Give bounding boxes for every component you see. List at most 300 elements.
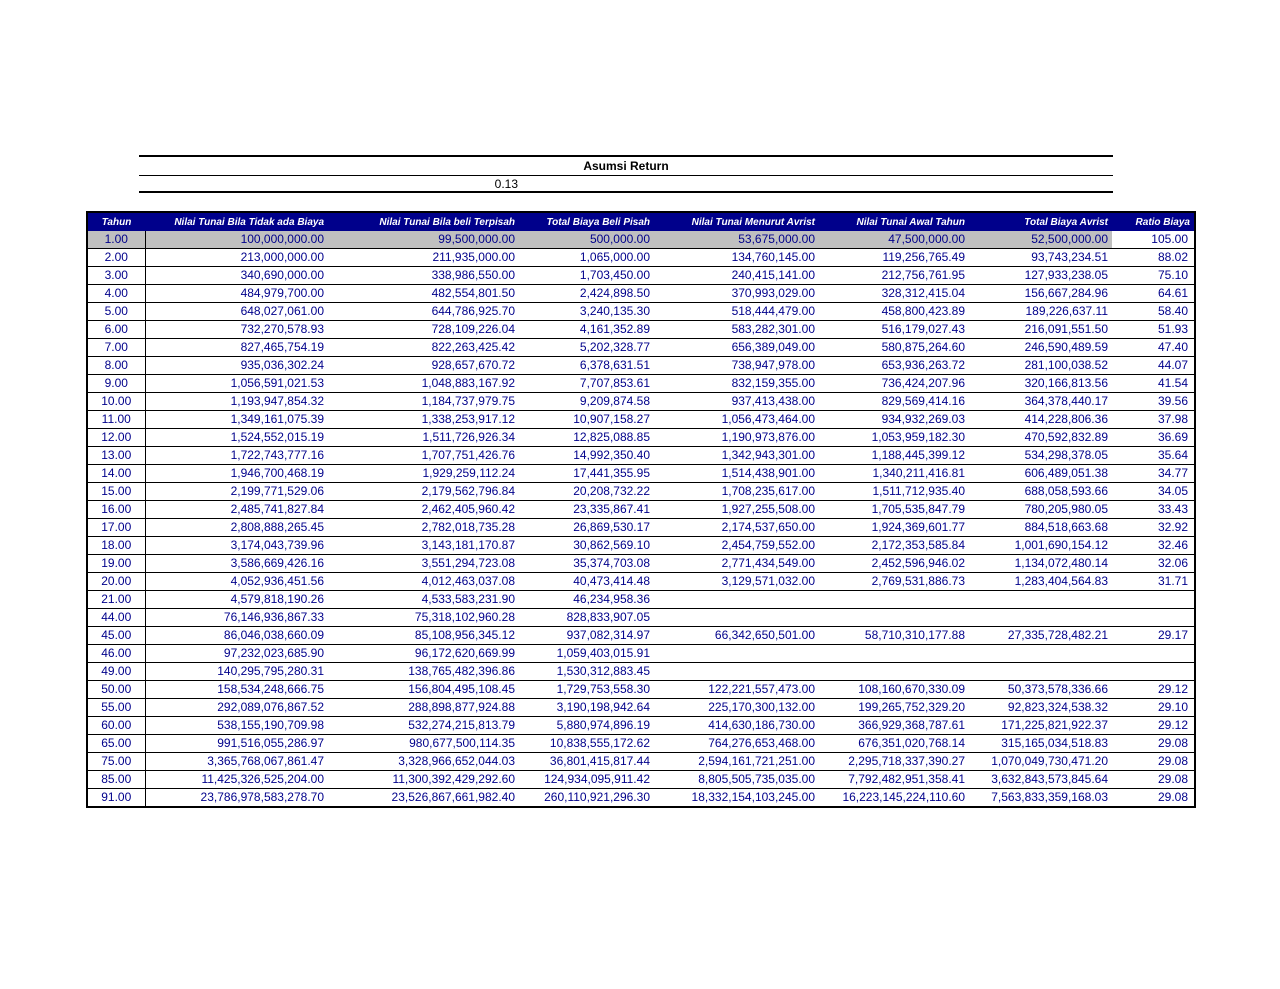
cell-nilai-tunai-tanpa-biaya: 23,786,978,583,278.70 — [145, 789, 328, 808]
cell-ratio-biaya: 34.05 — [1112, 483, 1195, 501]
cell-ratio-biaya: 41.54 — [1112, 375, 1195, 393]
cell-nilai-tunai-tanpa-biaya: 4,579,818,190.26 — [145, 591, 328, 609]
cell-total-biaya-avrist: 364,378,440.17 — [969, 393, 1112, 411]
cell-nilai-tunai-tanpa-biaya: 3,365,768,067,861.47 — [145, 753, 328, 771]
cell-nilai-tunai-tanpa-biaya: 340,690,000.00 — [145, 267, 328, 285]
cell-nilai-tunai-awal-tahun: 1,053,959,182.30 — [819, 429, 969, 447]
cell-nilai-tunai-awal-tahun: 653,936,263.72 — [819, 357, 969, 375]
cell-ratio-biaya — [1112, 591, 1195, 609]
cell-tahun: 9.00 — [87, 375, 145, 393]
cell-total-biaya-beli-pisah: 260,110,921,296.30 — [519, 789, 654, 808]
table-row — [87, 339, 1195, 357]
cell-nilai-tunai-beli-terpisah: 1,511,726,926.34 — [328, 429, 519, 447]
cell-total-biaya-beli-pisah: 35,374,703.08 — [519, 555, 654, 573]
cell-nilai-tunai-tanpa-biaya: 4,052,936,451.56 — [145, 573, 328, 591]
cell-nilai-tunai-tanpa-biaya: 97,232,023,685.90 — [145, 645, 328, 663]
cell-nilai-tunai-beli-terpisah: 338,986,550.00 — [328, 267, 519, 285]
cell-ratio-biaya: 29.17 — [1112, 627, 1195, 645]
cell-nilai-tunai-beli-terpisah: 644,786,925.70 — [328, 303, 519, 321]
cell-nilai-tunai-avrist — [654, 663, 819, 681]
table-row — [87, 681, 1195, 699]
cell-total-biaya-beli-pisah: 26,869,530.17 — [519, 519, 654, 537]
cell-nilai-tunai-tanpa-biaya: 1,349,161,075.39 — [145, 411, 328, 429]
assumption-block — [139, 155, 1113, 193]
cell-tahun: 45.00 — [87, 627, 145, 645]
cell-tahun: 85.00 — [87, 771, 145, 789]
cell-nilai-tunai-avrist: 240,415,141.00 — [654, 267, 819, 285]
assumption-return-value: 0.13 — [494, 177, 518, 191]
cell-nilai-tunai-avrist — [654, 591, 819, 609]
cell-ratio-biaya: 29.12 — [1112, 717, 1195, 735]
cell-total-biaya-beli-pisah: 14,992,350.40 — [519, 447, 654, 465]
cell-tahun: 91.00 — [87, 789, 145, 808]
cell-total-biaya-beli-pisah: 1,530,312,883.45 — [519, 663, 654, 681]
cell-nilai-tunai-awal-tahun: 2,769,531,886.73 — [819, 573, 969, 591]
cell-total-biaya-beli-pisah: 2,424,898.50 — [519, 285, 654, 303]
cell-nilai-tunai-beli-terpisah: 75,318,102,960.28 — [328, 609, 519, 627]
cell-tahun: 75.00 — [87, 753, 145, 771]
cell-nilai-tunai-tanpa-biaya: 484,979,700.00 — [145, 285, 328, 303]
cell-nilai-tunai-beli-terpisah: 1,048,883,167.92 — [328, 375, 519, 393]
cell-total-biaya-avrist: 1,070,049,730,471.20 — [969, 753, 1112, 771]
cell-nilai-tunai-avrist: 1,514,438,901.00 — [654, 465, 819, 483]
cell-nilai-tunai-tanpa-biaya: 1,524,552,015.19 — [145, 429, 328, 447]
cell-nilai-tunai-avrist: 134,760,145.00 — [654, 249, 819, 267]
table-row — [87, 699, 1195, 717]
cell-nilai-tunai-avrist: 66,342,650,501.00 — [654, 627, 819, 645]
cell-total-biaya-avrist — [969, 609, 1112, 627]
cell-nilai-tunai-avrist: 3,129,571,032.00 — [654, 573, 819, 591]
cell-ratio-biaya: 36.69 — [1112, 429, 1195, 447]
cell-tahun: 10.00 — [87, 393, 145, 411]
cell-nilai-tunai-tanpa-biaya: 3,174,043,739.96 — [145, 537, 328, 555]
assumption-title: Asumsi Return — [139, 157, 1113, 176]
cell-tahun: 6.00 — [87, 321, 145, 339]
cell-nilai-tunai-awal-tahun: 736,424,207.96 — [819, 375, 969, 393]
cell-nilai-tunai-avrist: 937,413,438.00 — [654, 393, 819, 411]
cell-nilai-tunai-beli-terpisah: 4,533,583,231.90 — [328, 591, 519, 609]
cell-nilai-tunai-tanpa-biaya: 292,089,076,867.52 — [145, 699, 328, 717]
cell-tahun: 12.00 — [87, 429, 145, 447]
table-row — [87, 231, 1195, 249]
cell-total-biaya-beli-pisah: 40,473,414.48 — [519, 573, 654, 591]
cell-total-biaya-beli-pisah: 5,880,974,896.19 — [519, 717, 654, 735]
cell-total-biaya-beli-pisah: 1,729,753,558.30 — [519, 681, 654, 699]
cell-nilai-tunai-tanpa-biaya: 158,534,248,666.75 — [145, 681, 328, 699]
header-nilai-tunai-beli-terpisah: Nilai Tunai Bila beli Terpisah — [328, 212, 519, 231]
cell-nilai-tunai-awal-tahun: 1,188,445,399.12 — [819, 447, 969, 465]
cell-nilai-tunai-avrist: 370,993,029.00 — [654, 285, 819, 303]
cell-tahun: 11.00 — [87, 411, 145, 429]
cell-total-biaya-beli-pisah: 23,335,867.41 — [519, 501, 654, 519]
table-row — [87, 735, 1195, 753]
table-row — [87, 663, 1195, 681]
cell-nilai-tunai-beli-terpisah: 3,143,181,170.87 — [328, 537, 519, 555]
cell-nilai-tunai-avrist: 2,174,537,650.00 — [654, 519, 819, 537]
cell-nilai-tunai-tanpa-biaya: 1,722,743,777.16 — [145, 447, 328, 465]
cell-ratio-biaya: 29.12 — [1112, 681, 1195, 699]
cell-nilai-tunai-tanpa-biaya: 648,027,061.00 — [145, 303, 328, 321]
header-total-biaya-avrist: Total Biaya Avrist — [969, 212, 1112, 231]
cell-tahun: 55.00 — [87, 699, 145, 717]
cell-nilai-tunai-awal-tahun: 458,800,423.89 — [819, 303, 969, 321]
cell-tahun: 60.00 — [87, 717, 145, 735]
assumption-value-row — [139, 176, 1113, 192]
cell-total-biaya-beli-pisah: 3,240,135.30 — [519, 303, 654, 321]
cell-ratio-biaya: 58.40 — [1112, 303, 1195, 321]
cell-total-biaya-beli-pisah: 46,234,958.36 — [519, 591, 654, 609]
cell-ratio-biaya: 47.40 — [1112, 339, 1195, 357]
header-nilai-tunai-tanpa-biaya: Nilai Tunai Bila Tidak ada Biaya — [145, 212, 328, 231]
cell-total-biaya-avrist: 156,667,284.96 — [969, 285, 1112, 303]
cell-nilai-tunai-tanpa-biaya: 2,485,741,827.84 — [145, 501, 328, 519]
cell-tahun: 18.00 — [87, 537, 145, 555]
cell-total-biaya-avrist: 470,592,832.89 — [969, 429, 1112, 447]
cell-nilai-tunai-awal-tahun: 676,351,020,768.14 — [819, 735, 969, 753]
cell-nilai-tunai-tanpa-biaya: 732,270,578.93 — [145, 321, 328, 339]
table-row — [87, 375, 1195, 393]
table-row — [87, 429, 1195, 447]
cell-nilai-tunai-awal-tahun: 366,929,368,787.61 — [819, 717, 969, 735]
cell-tahun: 8.00 — [87, 357, 145, 375]
cell-total-biaya-beli-pisah: 124,934,095,911.42 — [519, 771, 654, 789]
cell-ratio-biaya: 29.08 — [1112, 753, 1195, 771]
cell-nilai-tunai-tanpa-biaya: 1,056,591,021.53 — [145, 375, 328, 393]
table-row — [87, 411, 1195, 429]
cell-nilai-tunai-awal-tahun: 1,705,535,847.79 — [819, 501, 969, 519]
cell-nilai-tunai-avrist: 2,771,434,549.00 — [654, 555, 819, 573]
cell-nilai-tunai-avrist: 738,947,978.00 — [654, 357, 819, 375]
header-nilai-tunai-awal-tahun: Nilai Tunai Awal Tahun — [819, 212, 969, 231]
cell-total-biaya-beli-pisah: 1,065,000.00 — [519, 249, 654, 267]
cell-nilai-tunai-avrist: 53,675,000.00 — [654, 231, 819, 249]
cell-ratio-biaya: 33.43 — [1112, 501, 1195, 519]
cell-nilai-tunai-tanpa-biaya: 935,036,302.24 — [145, 357, 328, 375]
cell-tahun: 15.00 — [87, 483, 145, 501]
cell-nilai-tunai-beli-terpisah: 156,804,495,108.45 — [328, 681, 519, 699]
cell-total-biaya-avrist: 189,226,637.11 — [969, 303, 1112, 321]
cell-tahun: 19.00 — [87, 555, 145, 573]
cell-nilai-tunai-awal-tahun: 119,256,765.49 — [819, 249, 969, 267]
cell-nilai-tunai-awal-tahun: 1,511,712,935.40 — [819, 483, 969, 501]
cell-nilai-tunai-beli-terpisah: 1,929,259,112.24 — [328, 465, 519, 483]
cell-nilai-tunai-tanpa-biaya: 991,516,055,286.97 — [145, 735, 328, 753]
table-row — [87, 501, 1195, 519]
cell-nilai-tunai-awal-tahun: 7,792,482,951,358.41 — [819, 771, 969, 789]
cell-nilai-tunai-avrist — [654, 609, 819, 627]
cell-nilai-tunai-awal-tahun: 47,500,000.00 — [819, 231, 969, 249]
table-body — [87, 231, 1195, 807]
cell-total-biaya-beli-pisah: 4,161,352.89 — [519, 321, 654, 339]
cell-nilai-tunai-tanpa-biaya: 76,146,936,867.33 — [145, 609, 328, 627]
cell-total-biaya-beli-pisah: 7,707,853.61 — [519, 375, 654, 393]
cell-ratio-biaya: 88.02 — [1112, 249, 1195, 267]
cell-nilai-tunai-tanpa-biaya: 3,586,669,426.16 — [145, 555, 328, 573]
cell-total-biaya-beli-pisah: 6,378,631.51 — [519, 357, 654, 375]
cell-nilai-tunai-avrist: 583,282,301.00 — [654, 321, 819, 339]
cell-total-biaya-avrist: 52,500,000.00 — [969, 231, 1112, 249]
table-row — [87, 519, 1195, 537]
cell-nilai-tunai-awal-tahun: 2,295,718,337,390.27 — [819, 753, 969, 771]
cell-total-biaya-avrist: 246,590,489.59 — [969, 339, 1112, 357]
cell-total-biaya-avrist: 315,165,034,518.83 — [969, 735, 1112, 753]
cell-total-biaya-avrist: 414,228,806.36 — [969, 411, 1112, 429]
table-row — [87, 789, 1195, 808]
cell-nilai-tunai-tanpa-biaya: 213,000,000.00 — [145, 249, 328, 267]
cell-tahun: 17.00 — [87, 519, 145, 537]
cell-total-biaya-avrist — [969, 591, 1112, 609]
cell-nilai-tunai-awal-tahun — [819, 663, 969, 681]
cell-total-biaya-avrist: 1,283,404,564.83 — [969, 573, 1112, 591]
cell-ratio-biaya: 44.07 — [1112, 357, 1195, 375]
cell-nilai-tunai-tanpa-biaya: 2,199,771,529.06 — [145, 483, 328, 501]
cell-nilai-tunai-tanpa-biaya: 86,046,038,660.09 — [145, 627, 328, 645]
cell-total-biaya-beli-pisah: 937,082,314.97 — [519, 627, 654, 645]
cell-nilai-tunai-beli-terpisah: 822,263,425.42 — [328, 339, 519, 357]
cell-total-biaya-avrist: 1,001,690,154.12 — [969, 537, 1112, 555]
cell-nilai-tunai-avrist — [654, 645, 819, 663]
cell-ratio-biaya: 29.08 — [1112, 789, 1195, 808]
cell-nilai-tunai-avrist: 1,056,473,464.00 — [654, 411, 819, 429]
cell-total-biaya-beli-pisah: 5,202,328.77 — [519, 339, 654, 357]
cell-total-biaya-beli-pisah: 17,441,355.95 — [519, 465, 654, 483]
cell-nilai-tunai-awal-tahun: 199,265,752,329.20 — [819, 699, 969, 717]
cell-nilai-tunai-tanpa-biaya: 2,808,888,265.45 — [145, 519, 328, 537]
cell-nilai-tunai-awal-tahun: 580,875,264.60 — [819, 339, 969, 357]
cell-tahun: 4.00 — [87, 285, 145, 303]
cell-nilai-tunai-avrist: 518,444,479.00 — [654, 303, 819, 321]
cell-tahun: 50.00 — [87, 681, 145, 699]
cell-nilai-tunai-beli-terpisah: 96,172,620,669.99 — [328, 645, 519, 663]
cell-tahun: 21.00 — [87, 591, 145, 609]
cell-nilai-tunai-awal-tahun: 1,924,369,601.77 — [819, 519, 969, 537]
cell-nilai-tunai-beli-terpisah: 11,300,392,429,292.60 — [328, 771, 519, 789]
cell-total-biaya-avrist: 780,205,980.05 — [969, 501, 1112, 519]
cell-nilai-tunai-avrist: 8,805,505,735,035.00 — [654, 771, 819, 789]
cell-nilai-tunai-beli-terpisah: 4,012,463,037.08 — [328, 573, 519, 591]
cell-total-biaya-beli-pisah: 9,209,874.58 — [519, 393, 654, 411]
cell-nilai-tunai-avrist: 1,708,235,617.00 — [654, 483, 819, 501]
cell-tahun: 1.00 — [87, 231, 145, 249]
cell-tahun: 14.00 — [87, 465, 145, 483]
cell-nilai-tunai-awal-tahun: 328,312,415.04 — [819, 285, 969, 303]
cell-nilai-tunai-awal-tahun: 212,756,761.95 — [819, 267, 969, 285]
cell-total-biaya-beli-pisah: 10,907,158.27 — [519, 411, 654, 429]
table-row — [87, 249, 1195, 267]
cell-nilai-tunai-tanpa-biaya: 1,946,700,468.19 — [145, 465, 328, 483]
cell-nilai-tunai-beli-terpisah: 211,935,000.00 — [328, 249, 519, 267]
table-row — [87, 771, 1195, 789]
cell-total-biaya-avrist: 27,335,728,482.21 — [969, 627, 1112, 645]
cell-total-biaya-avrist: 281,100,038.52 — [969, 357, 1112, 375]
table-row — [87, 483, 1195, 501]
cash-value-projection-table — [86, 211, 1196, 808]
cell-tahun: 7.00 — [87, 339, 145, 357]
cell-nilai-tunai-avrist: 225,170,300,132.00 — [654, 699, 819, 717]
cell-total-biaya-beli-pisah: 20,208,732.22 — [519, 483, 654, 501]
cell-nilai-tunai-avrist: 1,190,973,876.00 — [654, 429, 819, 447]
cell-ratio-biaya: 29.10 — [1112, 699, 1195, 717]
cell-nilai-tunai-beli-terpisah: 928,657,670.72 — [328, 357, 519, 375]
cell-tahun: 49.00 — [87, 663, 145, 681]
cell-nilai-tunai-awal-tahun: 58,710,310,177.88 — [819, 627, 969, 645]
table-row — [87, 447, 1195, 465]
table-row — [87, 303, 1195, 321]
table-header-row — [87, 212, 1195, 231]
cell-nilai-tunai-tanpa-biaya: 11,425,326,525,204.00 — [145, 771, 328, 789]
cell-nilai-tunai-beli-terpisah: 980,677,500,114.35 — [328, 735, 519, 753]
cell-nilai-tunai-tanpa-biaya: 100,000,000.00 — [145, 231, 328, 249]
cell-ratio-biaya: 34.77 — [1112, 465, 1195, 483]
cell-nilai-tunai-awal-tahun: 108,160,670,330.09 — [819, 681, 969, 699]
cell-total-biaya-avrist: 688,058,593.66 — [969, 483, 1112, 501]
cell-ratio-biaya: 32.06 — [1112, 555, 1195, 573]
cell-total-biaya-avrist: 92,823,324,538.32 — [969, 699, 1112, 717]
cell-nilai-tunai-avrist: 18,332,154,103,245.00 — [654, 789, 819, 808]
cell-nilai-tunai-awal-tahun: 934,932,269.03 — [819, 411, 969, 429]
cell-nilai-tunai-beli-terpisah: 23,526,867,661,982.40 — [328, 789, 519, 808]
cell-nilai-tunai-awal-tahun: 2,452,596,946.02 — [819, 555, 969, 573]
cell-total-biaya-avrist: 216,091,551.50 — [969, 321, 1112, 339]
cell-ratio-biaya — [1112, 663, 1195, 681]
table-row — [87, 645, 1195, 663]
cell-nilai-tunai-beli-terpisah: 99,500,000.00 — [328, 231, 519, 249]
header-tahun: Tahun — [87, 212, 145, 231]
cell-nilai-tunai-beli-terpisah: 728,109,226.04 — [328, 321, 519, 339]
table-row — [87, 357, 1195, 375]
cell-tahun: 65.00 — [87, 735, 145, 753]
cell-nilai-tunai-awal-tahun — [819, 645, 969, 663]
cell-total-biaya-avrist: 3,632,843,573,845.64 — [969, 771, 1112, 789]
cell-total-biaya-beli-pisah: 12,825,088.85 — [519, 429, 654, 447]
table-row — [87, 591, 1195, 609]
cell-nilai-tunai-beli-terpisah: 2,462,405,960.42 — [328, 501, 519, 519]
cell-tahun: 44.00 — [87, 609, 145, 627]
table-row — [87, 537, 1195, 555]
cell-total-biaya-beli-pisah: 3,190,198,942.64 — [519, 699, 654, 717]
table-row — [87, 465, 1195, 483]
cell-nilai-tunai-awal-tahun: 16,223,145,224,110.60 — [819, 789, 969, 808]
table-row — [87, 573, 1195, 591]
cell-total-biaya-avrist: 320,166,813.56 — [969, 375, 1112, 393]
cell-total-biaya-avrist: 606,489,051.38 — [969, 465, 1112, 483]
cell-nilai-tunai-avrist: 2,454,759,552.00 — [654, 537, 819, 555]
cell-ratio-biaya: 32.92 — [1112, 519, 1195, 537]
cell-nilai-tunai-awal-tahun: 1,340,211,416.81 — [819, 465, 969, 483]
cell-tahun: 16.00 — [87, 501, 145, 519]
cell-tahun: 5.00 — [87, 303, 145, 321]
cell-nilai-tunai-avrist: 1,927,255,508.00 — [654, 501, 819, 519]
cell-total-biaya-beli-pisah: 500,000.00 — [519, 231, 654, 249]
cell-tahun: 46.00 — [87, 645, 145, 663]
cell-total-biaya-avrist: 127,933,238.05 — [969, 267, 1112, 285]
cell-nilai-tunai-beli-terpisah: 3,551,294,723.08 — [328, 555, 519, 573]
cell-nilai-tunai-awal-tahun: 2,172,353,585.84 — [819, 537, 969, 555]
cell-total-biaya-avrist: 171,225,821,922.37 — [969, 717, 1112, 735]
cell-ratio-biaya: 105.00 — [1112, 231, 1195, 249]
cell-nilai-tunai-tanpa-biaya: 827,465,754.19 — [145, 339, 328, 357]
cell-ratio-biaya: 31.71 — [1112, 573, 1195, 591]
cell-total-biaya-beli-pisah: 828,833,907.05 — [519, 609, 654, 627]
cell-nilai-tunai-beli-terpisah: 1,338,253,917.12 — [328, 411, 519, 429]
table-row — [87, 627, 1195, 645]
cell-nilai-tunai-avrist: 656,389,049.00 — [654, 339, 819, 357]
cell-tahun: 13.00 — [87, 447, 145, 465]
cell-nilai-tunai-beli-terpisah: 85,108,956,345.12 — [328, 627, 519, 645]
cell-total-biaya-beli-pisah: 36,801,415,817.44 — [519, 753, 654, 771]
cell-tahun: 3.00 — [87, 267, 145, 285]
cell-nilai-tunai-tanpa-biaya: 1,193,947,854.32 — [145, 393, 328, 411]
header-ratio-biaya: Ratio Biaya — [1112, 212, 1195, 231]
cell-ratio-biaya: 29.08 — [1112, 771, 1195, 789]
cell-ratio-biaya: 37.98 — [1112, 411, 1195, 429]
cell-ratio-biaya: 32.46 — [1112, 537, 1195, 555]
cell-nilai-tunai-beli-terpisah: 2,179,562,796.84 — [328, 483, 519, 501]
cell-total-biaya-avrist: 1,134,072,480.14 — [969, 555, 1112, 573]
cell-ratio-biaya: 75.10 — [1112, 267, 1195, 285]
cell-ratio-biaya — [1112, 609, 1195, 627]
cell-nilai-tunai-beli-terpisah: 138,765,482,396.86 — [328, 663, 519, 681]
table-row — [87, 393, 1195, 411]
cell-ratio-biaya: 29.08 — [1112, 735, 1195, 753]
cell-nilai-tunai-awal-tahun — [819, 609, 969, 627]
cell-ratio-biaya: 35.64 — [1112, 447, 1195, 465]
table-row — [87, 555, 1195, 573]
cell-total-biaya-avrist: 884,518,663.68 — [969, 519, 1112, 537]
cell-nilai-tunai-beli-terpisah: 1,184,737,979.75 — [328, 393, 519, 411]
cell-ratio-biaya: 39.56 — [1112, 393, 1195, 411]
table-row — [87, 717, 1195, 735]
cell-ratio-biaya: 51.93 — [1112, 321, 1195, 339]
cell-total-biaya-avrist: 534,298,378.05 — [969, 447, 1112, 465]
table-row — [87, 321, 1195, 339]
cell-total-biaya-avrist: 50,373,578,336.66 — [969, 681, 1112, 699]
cell-nilai-tunai-beli-terpisah: 532,274,215,813.79 — [328, 717, 519, 735]
cell-nilai-tunai-tanpa-biaya: 140,295,795,280.31 — [145, 663, 328, 681]
cell-ratio-biaya — [1112, 645, 1195, 663]
table-row — [87, 267, 1195, 285]
cell-nilai-tunai-beli-terpisah: 288,898,877,924.88 — [328, 699, 519, 717]
table-row — [87, 609, 1195, 627]
cell-nilai-tunai-awal-tahun — [819, 591, 969, 609]
cell-ratio-biaya: 64.61 — [1112, 285, 1195, 303]
cell-total-biaya-avrist: 93,743,234.51 — [969, 249, 1112, 267]
cell-nilai-tunai-beli-terpisah: 482,554,801.50 — [328, 285, 519, 303]
cell-nilai-tunai-avrist: 122,221,557,473.00 — [654, 681, 819, 699]
header-nilai-tunai-avrist: Nilai Tunai Menurut Avrist — [654, 212, 819, 231]
cell-nilai-tunai-beli-terpisah: 3,328,966,652,044.03 — [328, 753, 519, 771]
cell-total-biaya-avrist: 7,563,833,359,168.03 — [969, 789, 1112, 808]
header-total-biaya-beli-pisah: Total Biaya Beli Pisah — [519, 212, 654, 231]
cell-total-biaya-beli-pisah: 1,059,403,015.91 — [519, 645, 654, 663]
cell-nilai-tunai-tanpa-biaya: 538,155,190,709.98 — [145, 717, 328, 735]
cell-nilai-tunai-beli-terpisah: 1,707,751,426.76 — [328, 447, 519, 465]
cell-total-biaya-beli-pisah: 1,703,450.00 — [519, 267, 654, 285]
cell-nilai-tunai-beli-terpisah: 2,782,018,735.28 — [328, 519, 519, 537]
cell-total-biaya-avrist — [969, 663, 1112, 681]
cell-total-biaya-avrist — [969, 645, 1112, 663]
cell-total-biaya-beli-pisah: 10,838,555,172.62 — [519, 735, 654, 753]
cell-nilai-tunai-avrist: 1,342,943,301.00 — [654, 447, 819, 465]
cell-tahun: 20.00 — [87, 573, 145, 591]
table-row — [87, 753, 1195, 771]
cell-tahun: 2.00 — [87, 249, 145, 267]
cell-total-biaya-beli-pisah: 30,862,569.10 — [519, 537, 654, 555]
cell-nilai-tunai-awal-tahun: 829,569,414.16 — [819, 393, 969, 411]
cell-nilai-tunai-awal-tahun: 516,179,027.43 — [819, 321, 969, 339]
cell-nilai-tunai-avrist: 764,276,653,468.00 — [654, 735, 819, 753]
cell-nilai-tunai-avrist: 414,630,186,730.00 — [654, 717, 819, 735]
